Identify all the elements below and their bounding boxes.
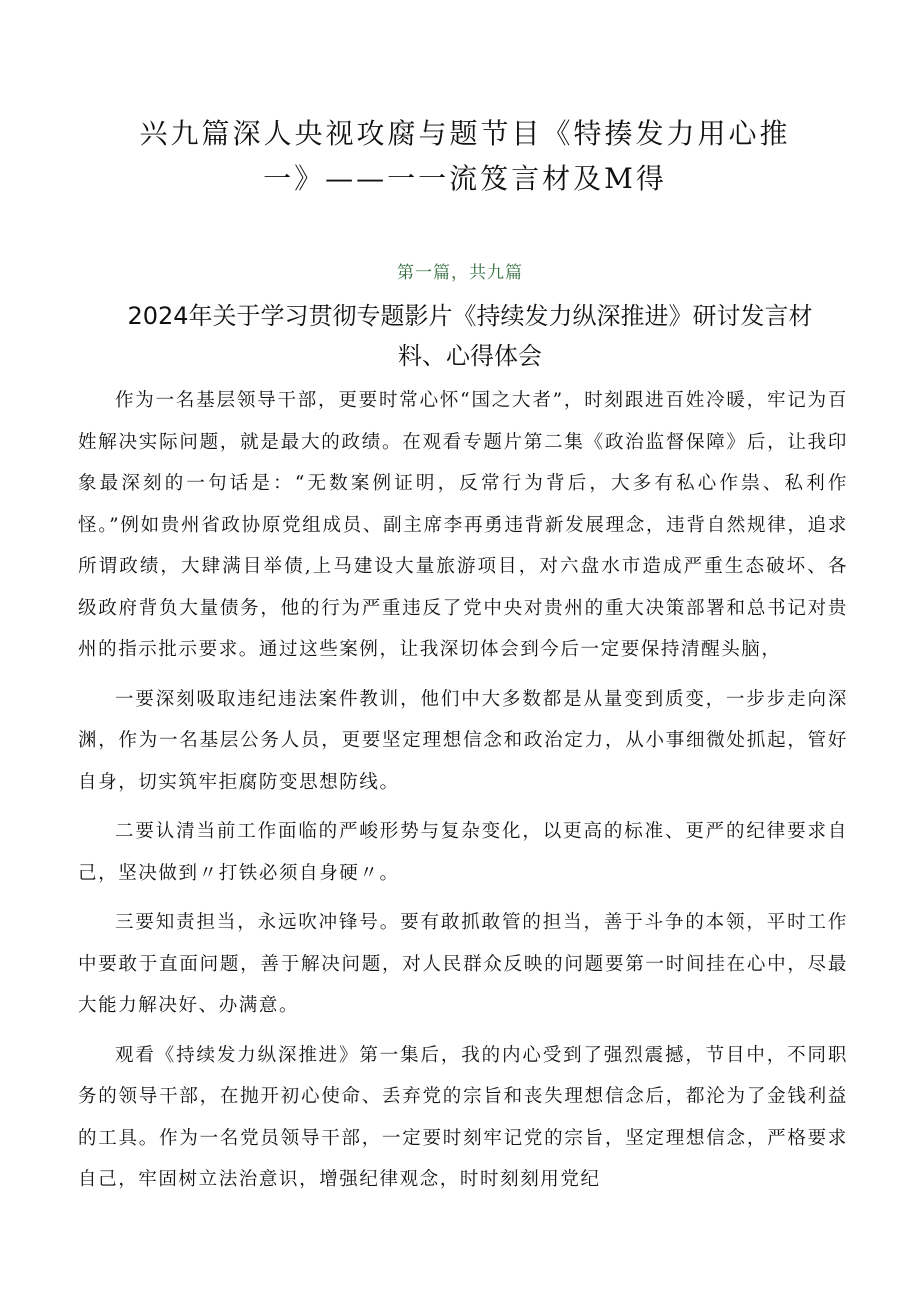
paragraph-5: 观看《持续发力纵深推进》第一集后，我的内心受到了强烈震撼，节目中，不同职务的领导干部，在抛开初心使命、丢弃党的宗旨和丧失理想信念后，都沦为了金钱利益的工具。作为一名党员领导干部，一定要时刻牢记党的宗旨，坚定理想信念，严格要求自己，牢固树立法治意识，增强纪律观念，时时刻刻用党纪 (78, 1044, 848, 1190)
document-title-line-2: 一》——一一流笈言材及M得 (263, 162, 667, 195)
document-title-line-1: 兴九篇深人央视攻腐与题节目《特揍发力用心推 (139, 117, 791, 150)
section-label: 第一篇，共九篇 (397, 263, 523, 283)
paragraph-1: 作为一名基层领导干部，更要时常心怀“国之大者”，时刻跟进百姓冷暖，牢记为百姓解决实际问题，就是最大的政绩。在观看专题片第二集《政治监督保障》后，让我印象最深刻的一句话是：“无数案例证明，反常行为背后，大多有私心作祟、私利作怪。”例如贵州省政协原党组成员、副主席李再勇违背新发展理念，违背自然规律，追求所谓政绩，大肆满目举债,上马建设大量旅游项目，对六盘水市造成严重生态破坏、各级政府背负大量债务，他的行为严重违反了党中央对贵州的重大决策部署和总书记对贵州的指示批示要求。通过这些案例，让我深切体会到今后一定要保持清醒头脑， (78, 390, 848, 660)
paragraph-3: 二要认清当前工作面临的严峻形势与复杂变化，以更高的标准、更严的纪律要求自己，坚决做到〃打铁必须自身硬〃。 (78, 821, 848, 884)
article-title: 2024年关于学习贯彻专题影片《持续发力纵深推进》研讨发言材料、心得体会 (127, 302, 813, 370)
article-body (78, 380, 848, 1201)
paragraph-4: 三要知责担当，永远吹冲锋号。要有敢抓敢管的担当，善于斗争的本领，平时工作中要敢于直面问题，善于解决问题，对人民群众反映的问题要第一时间挂在心中，尽最大能力解决好、办满意。 (78, 912, 848, 1016)
paragraph-2: 一要深刻吸取违纪违法案件教训，他们中大多数都是从量变到质变，一步步走向深渊，作为一名基层公务人员，更要坚定理想信念和政治定力，从小事细微处抓起，管好自身，切实筑牢拒腐防变思想防线。 (78, 688, 848, 793)
